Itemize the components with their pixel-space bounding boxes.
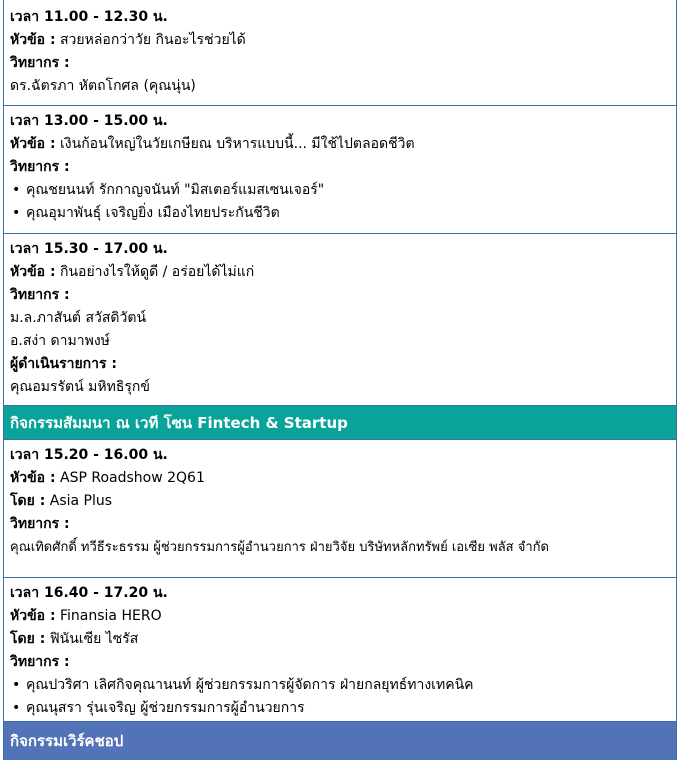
session-time: เวลา 15.30 - 17.00 น. — [10, 241, 168, 257]
speaker-label: วิทยากร : — [10, 55, 70, 71]
by-text: ฟินันเซีย ไซรัส — [49, 631, 139, 647]
session-block — [4, 0, 676, 106]
session-block — [4, 578, 676, 722]
speaker-label: วิทยากร : — [10, 159, 70, 175]
topic-label: หัวข้อ : — [10, 470, 56, 486]
session-topic — [10, 29, 670, 52]
topic-text: กินอย่างไรให้ดูดี / อร่อยได้ไม่แก่ — [60, 264, 255, 280]
topic-text: Finansia HERO — [60, 608, 162, 624]
session-topic — [10, 261, 670, 284]
topic-label: หัวข้อ : — [10, 264, 56, 280]
topic-text: สวยหล่อกว่าวัย กินอะไรช่วยได้ — [60, 32, 246, 48]
moderator-label: ผู้ดำเนินรายการ : — [10, 356, 117, 372]
speaker-name: คุณอุมาพันธุ์ เจริญยิ่ง เมืองไทยประกันชีวิต — [26, 205, 280, 221]
section-header-fintech: กิจกรรมสัมมนา ณ เวที โซน Fintech & Startup — [4, 406, 676, 440]
speaker-name: คุณเทิดศักดิ์ ทวีธีระธรรม ผู้ช่วยกรรมการผู้อำนวยการ ฝ่ายวิจัย บริษัทหลักทรัพย์ เอเซีย พลัส จำกัด — [10, 540, 549, 555]
topic-text: ASP Roadshow 2Q61 — [60, 470, 205, 486]
session-time: เวลา 11.00 - 12.30 น. — [10, 9, 168, 25]
bullet-icon: • — [12, 205, 21, 221]
speaker-name: ดร.ฉัตรภา หัตถโกศล (คุณนุ่น) — [10, 78, 196, 94]
session-topic — [10, 467, 670, 490]
bullet-icon: • — [12, 677, 21, 693]
section-header-workshop: กิจกรรมเวิร์คชอป — [4, 722, 676, 760]
session-block — [4, 106, 676, 234]
speaker-list-item — [10, 202, 670, 225]
speaker-name: ม.ล.ภาสันต์ สวัสดิวัตน์ — [10, 310, 147, 326]
speaker-name: คุณชยนนท์ รักกาญจนันท์ "มิสเตอร์แมสเซนเจอร์" — [26, 182, 325, 198]
speaker-label: วิทยากร : — [10, 654, 70, 670]
topic-label: หัวข้อ : — [10, 136, 56, 152]
session-time: เวลา 16.40 - 17.20 น. — [10, 585, 168, 601]
session-time: เวลา 13.00 - 15.00 น. — [10, 113, 168, 129]
speaker-list-item — [10, 697, 670, 720]
bullet-icon: • — [12, 700, 21, 716]
topic-text: เงินก้อนใหญ่ในวัยเกษียณ บริหารแบบนี้... มีใช้ไปตลอดชีวิต — [60, 136, 415, 152]
schedule-table — [3, 0, 677, 760]
session-topic — [10, 133, 670, 156]
by-text: Asia Plus — [49, 493, 113, 509]
session-time: เวลา 15.20 - 16.00 น. — [10, 447, 168, 463]
session-block — [4, 440, 676, 578]
session-block — [4, 234, 676, 406]
speaker-name: คุณนุสรา รุ่นเจริญ ผู้ช่วยกรรมการผู้อำนวยการ — [26, 700, 305, 716]
speaker-name: อ.สง่า ดามาพงษ์ — [10, 333, 110, 349]
by-label: โดย : — [10, 631, 46, 647]
session-by — [10, 490, 670, 513]
by-label: โดย : — [10, 493, 46, 509]
speaker-label: วิทยากร : — [10, 287, 70, 303]
speaker-name: คุณปวริศา เลิศกิจคุณานนท์ ผู้ช่วยกรรมการผู้จัดการ ฝ่ายกลยุทธ์ทางเทคนิค — [26, 677, 474, 693]
topic-label: หัวข้อ : — [10, 608, 56, 624]
moderator-name: คุณอมรรัตน์ มหิทธิรุกข์ — [10, 379, 150, 395]
speaker-list-item — [10, 179, 670, 202]
session-topic — [10, 605, 670, 628]
speaker-label: วิทยากร : — [10, 516, 70, 532]
bullet-icon: • — [12, 182, 21, 198]
topic-label: หัวข้อ : — [10, 32, 56, 48]
speaker-list-item — [10, 674, 670, 697]
session-by — [10, 628, 670, 651]
